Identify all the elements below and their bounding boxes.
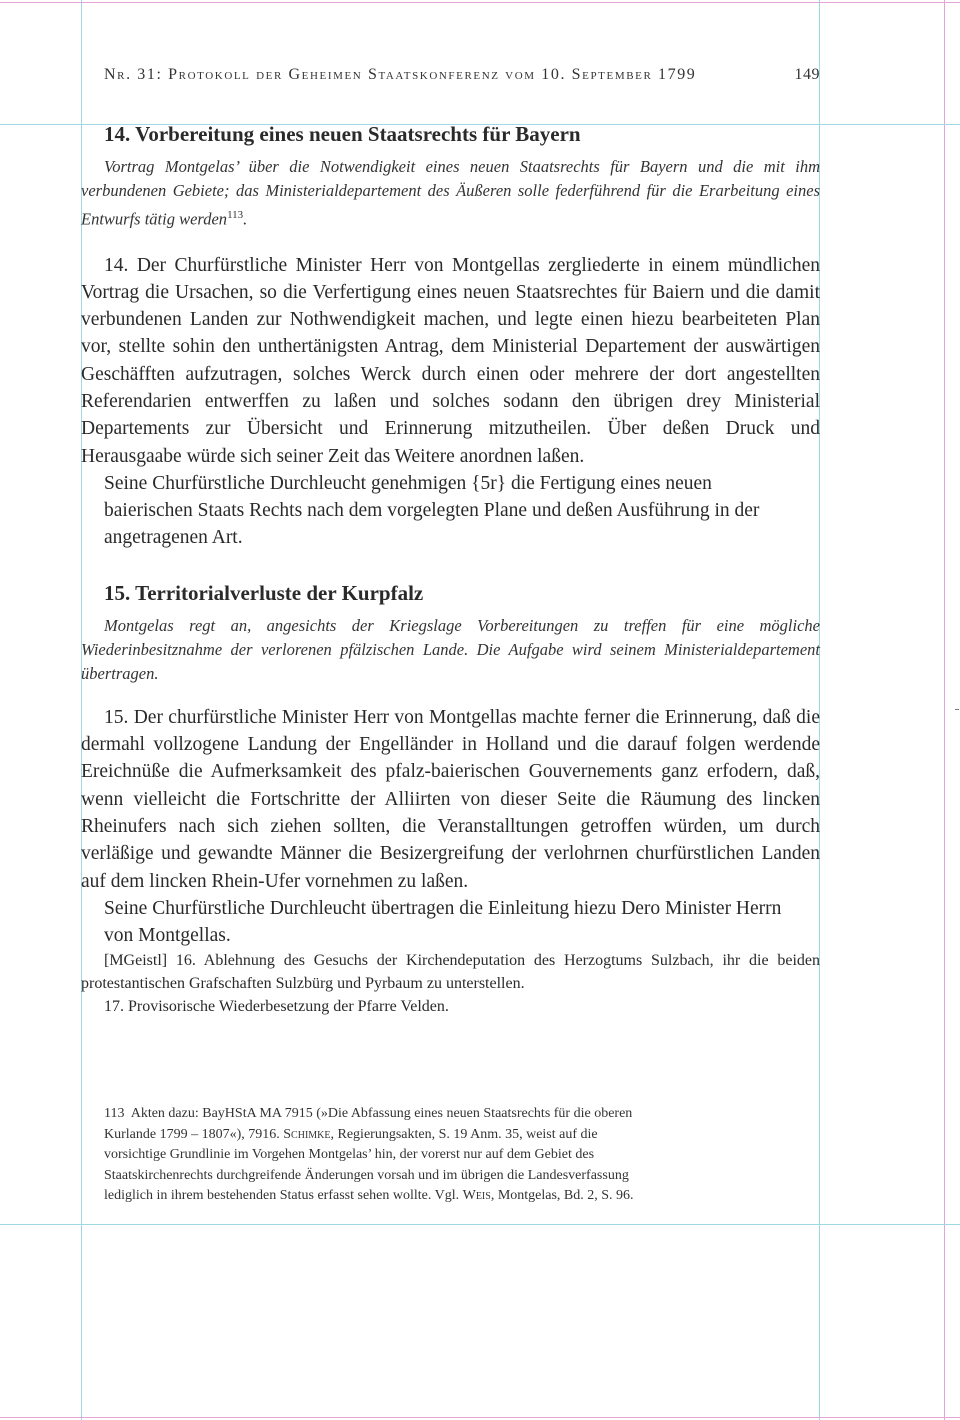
footnote-author-weis: Weis: [462, 1188, 491, 1203]
regest-14: [81, 155, 820, 232]
edge-tick-mark: [955, 709, 959, 710]
main-content: [81, 119, 820, 1018]
body-paragraph-14: 14. Der Churfürstliche Minister Herr von Montgellas zergliederte in einem mündlichen Vortrag die Ursachen, so die Verfertigung eines neuen Staatsrechtes für Baiern und die damit verbundenen Landen zur Nothwendigkeit machen, und legte einen hiezu bearbeiteten Plan vor, stellte sohin den unthertänigsten Antrag, dem Ministerial Departement der auswärtigen Geschäfften aufzutragen, solches Werck durch einen oder mehrere der dort angestellten Referendarien entwerffen zu laßen und solches sodann den übrigen drey Ministerial Departements zur Übersicht und Erinnerung mitzutheilen. Über deßen Druck und Herausgaabe würde sich seiner Zeit das Weitere anordnen laßen.: [81, 254, 820, 467]
guide-line-bottom-margin: [0, 1224, 960, 1225]
item-16: [MGeistl] 16. Ablehnung des Gesuchs der Kirchendeputation des Herzogtums Sulzbach, ihr die beiden protestantischen Grafschaften Sulzbürg und Pyrbaum zu unterstellen.: [81, 952, 820, 993]
guide-line-page-bottom: [0, 1417, 960, 1418]
decision-15: Seine Churfürstliche Durchleucht übertragen die Einleitung hiezu Dero Minister Herrn von Montgellas.: [104, 897, 782, 947]
page-number: 149: [794, 66, 820, 83]
regest-14-text: Vortrag Montgelas’ über die Notwendigkeit eines neuen Staatsrechts für Bayern und die mit ihm verbundenen Gebiete; das Ministerialdepartement des Äußeren solle federführend für die Erarbeitung eines Entwurfs tätig werden: [81, 157, 820, 229]
footnote-author-schimke: Schimke: [283, 1126, 331, 1142]
guide-line-page-edge: [944, 0, 945, 1420]
footnote-text-2: , Regierungsakten, S. 19 Anm. 35, weist auf die vorsichtige Grundlinie im Vorgehen Montgelas’ hin, der vorerst nur auf dem Gebiet des Staatskirchenrechts durchgreifende Änderungen vorsah und im übrigen die Landesverfassung lediglich in ihrem bestehenden Status erfasst sehen wollte. Vgl.: [104, 1126, 629, 1203]
body-paragraph-15: 15. Der churfürstliche Minister Herr von Montgellas machte ferner die Erinnerung, daß die dermahl vollzogene Landung der Engelländer in Holland und die darauf folgen werdende Ereichnüße die Aufmerksamkeit des pfalz-baierischen Gouvernements ganz erfodern, daß, wenn vielleicht die Fortschritte der Alliirten von dieser Seite die Räumung des lincken Rheinufers nach sich ziehen sollten, die Veranstalltungen getroffen würden, um durch verläßige und gewandte Männer die Besizergreifung der verlohrnen churfürstlichen Landen auf dem lincken Rhein-Ufer vornehmen zu laßen.: [81, 706, 820, 892]
decision-14: Seine Churfürstliche Durchleucht genehmigen {5r} die Fertigung eines neuen baierischen Staats Rechts nach dem vorgelegten Plane und deßen Ausführung in der angetragenen Art.: [104, 472, 760, 549]
footnote-text-3: , Montgelas, Bd. 2, S. 96.: [490, 1188, 634, 1203]
running-head-title: Nr. 31: Protokoll der Geheimen Staatskonferenz vom 10. September 1799: [104, 66, 697, 83]
running-head: [104, 66, 820, 84]
section-title-14: 14. Vorbereitung eines neuen Staatsrechts für Bayern: [104, 122, 581, 146]
item-17: 17. Provisorische Wiederbesetzung der Pfarre Velden.: [104, 998, 449, 1016]
guide-line-page-top: [0, 2, 960, 3]
section-title-15: 15. Territorialverluste der Kurpfalz: [104, 580, 424, 605]
footnote-113: [104, 1104, 644, 1207]
footnote-ref-113[interactable]: 113: [227, 209, 244, 221]
regest-14-end: .: [243, 209, 248, 229]
footnote-number: 113: [104, 1106, 125, 1121]
regest-15: Montgelas regt an, angesichts der Kriegslage Vorbereitungen zu treffen für eine mögliche Wiederinbesitznahme der verlorenen pfälzischen Lande. Die Aufgabe wird seinem Ministerialdepartement übertragen.: [81, 615, 820, 683]
footnote-text-1: Akten dazu: BayHStA MA 7915 (»Die Abfassung eines neuen Staatsrechts für die oberen Kurlande 1799 – 1807«), 7916.: [104, 1106, 633, 1142]
